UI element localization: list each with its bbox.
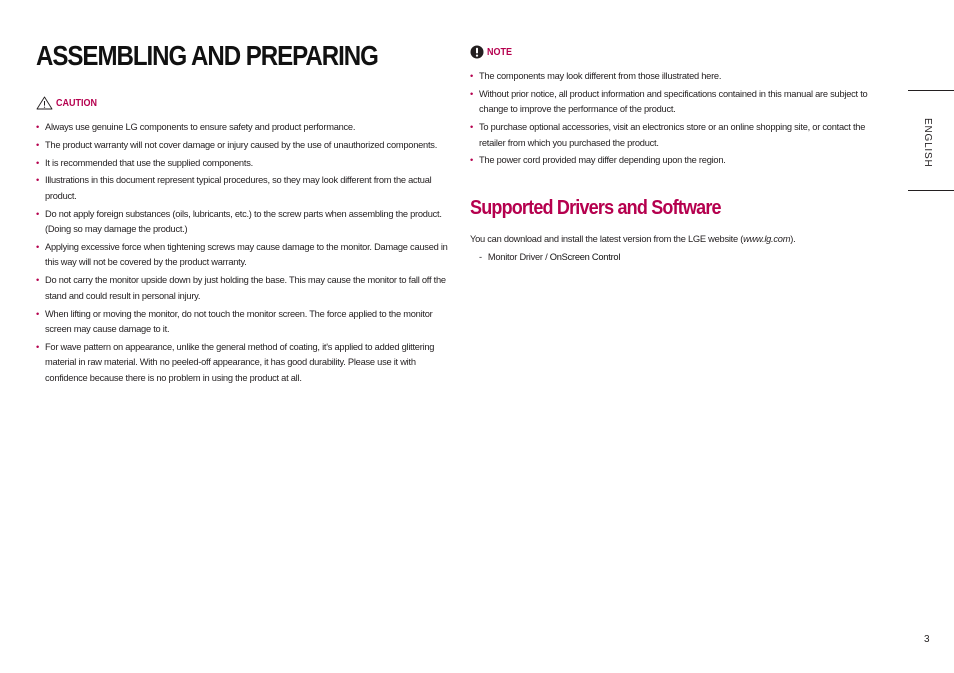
note-list <box>470 69 882 169</box>
onscreen-control-name: OnScreen Control <box>549 252 621 263</box>
note-label: NOTE <box>487 46 513 58</box>
driver-list-item <box>470 250 882 266</box>
note-header <box>470 45 882 59</box>
note-item: • The power cord provided may differ depending upon the region. <box>470 153 882 169</box>
caution-item: • Applying excessive force when tightening screws may cause damage to the monitor. Damage caused in this way will not be covered by the product warranty. <box>36 240 454 271</box>
list-dash: - <box>479 252 482 263</box>
caution-item: • The product warranty will not cover damage or injury caused by the use of unauthorized components. <box>36 138 454 154</box>
language-side-label: ENGLISH <box>922 118 933 168</box>
caution-list <box>36 120 454 386</box>
note-and-drivers-column <box>470 45 882 266</box>
caution-item: • It is recommended that use the supplied components. <box>36 156 454 172</box>
note-item: • Without prior notice, all product information and specifications contained in this manual are subject to change to improve the performance of the product. <box>470 87 882 118</box>
drivers-intro-text: You can download and install the latest version from the LGE website ( <box>470 233 744 244</box>
caution-item: • Do not carry the monitor upside down by just holding the base. This may cause the monitor to fall off the stand and could result in personal injury. <box>36 273 454 304</box>
caution-item: • Do not apply foreign substances (oils, lubricants, etc.) to the screw parts when assembling the product. (Doing so may damage the product.) <box>36 207 454 238</box>
drivers-intro <box>470 232 882 248</box>
exclamation-circle-icon <box>470 45 484 59</box>
caution-label: CAUTION <box>56 97 98 109</box>
drivers-section-title: Supported Drivers and Software <box>470 196 721 219</box>
side-tab-bottom-rule <box>908 190 954 191</box>
note-item: • The components may look different from those illustrated here. <box>470 69 882 85</box>
side-tab-top-rule <box>908 90 954 91</box>
caution-header <box>36 96 454 110</box>
caution-item: • Illustrations in this document represent typical procedures, so they may look different from the actual product. <box>36 173 454 204</box>
drivers-intro-end: ). <box>790 233 796 244</box>
page-title: ASSEMBLING AND PREPARING <box>36 40 378 71</box>
lg-website-link[interactable]: www.lg.com <box>743 233 791 244</box>
caution-item: • Always use genuine LG components to ensure safety and product performance. <box>36 120 454 136</box>
warning-triangle-icon <box>36 96 53 110</box>
page-number: 3 <box>924 634 930 645</box>
driver-item-prefix: Monitor Driver / <box>487 252 550 263</box>
caution-section <box>36 96 454 389</box>
note-item: • To purchase optional accessories, visit an electronics store or an online shopping site, or contact the retailer from which you purchased the product. <box>470 120 882 151</box>
caution-item: • For wave pattern on appearance, unlike the general method of coating, it's applied to added glittering material in raw material. With no peeled-off appearance, it has good durability. Please use it with confidence because there is no problem in using the product at all. <box>36 340 454 387</box>
caution-item: • When lifting or moving the monitor, do not touch the monitor screen. The force applied to the monitor screen may cause damage to it. <box>36 307 454 338</box>
